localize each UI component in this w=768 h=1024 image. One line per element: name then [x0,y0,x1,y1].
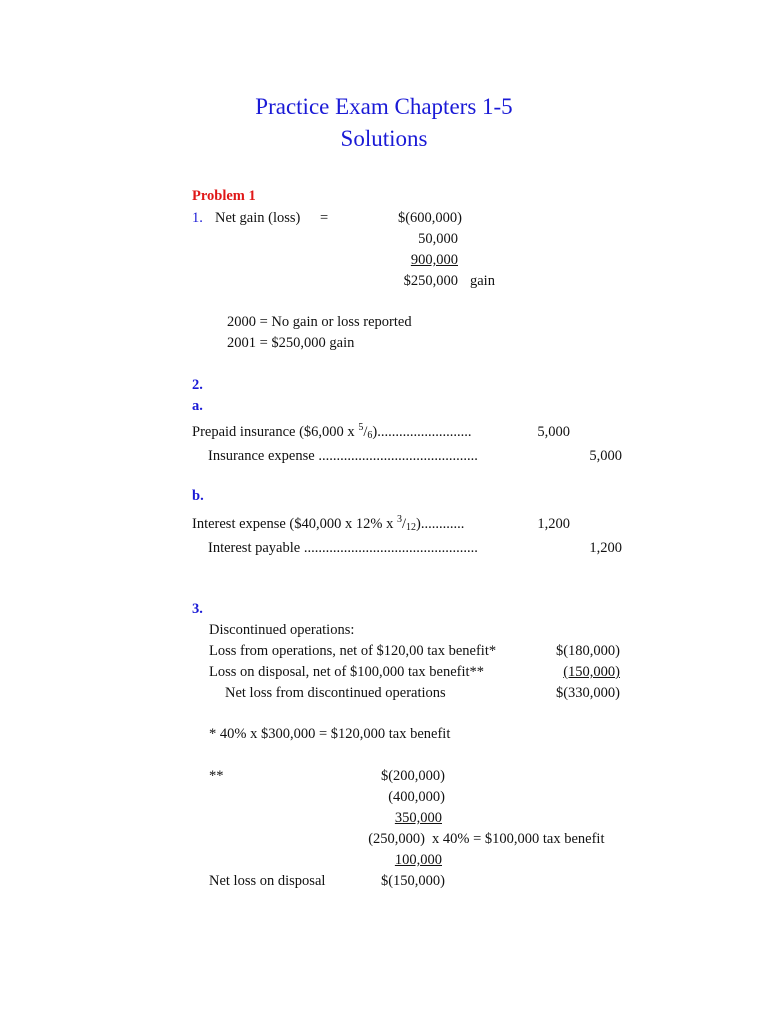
credit-amount-a: 5,000 [589,448,622,464]
calc-total: $(150,000) [380,873,445,889]
footnote-2-marker: ** [209,768,224,784]
disc-row-amount-underlined: (150,000) [563,664,620,680]
net-gain-label: Net gain (loss) [215,210,301,226]
q1-note: 2001 = $250,000 gain [227,335,355,351]
q1-total: $250,000 [403,273,458,289]
part-a-label: a. [192,398,203,414]
disc-row-amount: $(180,000) [555,643,620,659]
debit-amount-b: 1,200 [537,516,570,532]
page-title: Practice Exam Chapters 1-5 [255,94,513,119]
problem-heading: Problem 1 [192,188,256,204]
q1-value-underlined: 900,000 [410,252,458,268]
q1-result-suffix: gain [470,273,495,289]
q1-value: $(600,000) [397,210,462,226]
part-b-label: b. [192,488,204,504]
credit-amount-b: 1,200 [589,540,622,556]
question-number-3: 3. [192,601,203,617]
disc-row-label: Loss on disposal, net of $100,000 tax benefit** [209,664,485,680]
discontinued-header: Discontinued operations: [209,622,355,638]
question-number-2: 2. [192,377,203,393]
journal-credit-b: Interest payable ................................................ [208,540,478,556]
calc-note: x 40% = $100,000 tax benefit [432,831,605,847]
q1-value: 50,000 [418,231,458,247]
calc-value: $(200,000) [380,768,445,784]
debit-amount-a: 5,000 [537,424,570,440]
disc-row-label: Net loss from discontinued operations [225,685,446,701]
disc-row-label: Loss from operations, net of $120,00 tax benefit* [209,643,497,659]
equals-sign: = [320,210,329,226]
question-number-1: 1. [192,210,203,226]
journal-debit-a: Prepaid insurance ($6,000 x $^5/_6$).......................... [192,422,472,441]
net-loss-label: Net loss on disposal [209,873,326,889]
journal-credit-a: Insurance expense ............................................ [208,448,478,464]
journal-debit-b: Interest expense ($40,000 x 12% x $^3/_{12}$)............ [192,514,465,533]
disc-row-total: $(330,000) [555,685,620,701]
calc-value: (400,000) [388,789,445,805]
calc-value-underlined: 100,000 [394,852,442,868]
calc-value-underlined: 350,000 [394,810,442,826]
calc-value: (250,000) [368,831,425,847]
footnote-1: * 40% x $300,000 = $120,000 tax benefit [209,726,451,742]
q1-note: 2000 = No gain or loss reported [227,314,412,330]
page-subtitle: Solutions [340,126,428,151]
